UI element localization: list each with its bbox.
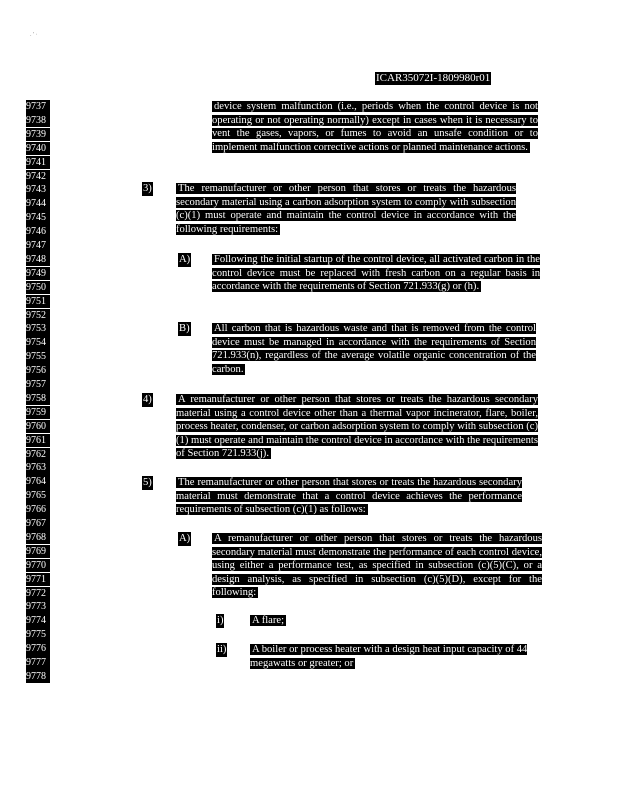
item-5Ai-label: i)	[217, 615, 224, 626]
line-number: 9776	[26, 642, 50, 656]
line-number: 9756	[26, 364, 50, 378]
item-3A-paragraph	[212, 253, 540, 294]
paragraph-text: device system malfunction (i.e., periods when the control device is not operating or not operating normally) except in cases when it is necessary to vent the gases, vapors, or fumes to avoid an unsafe condition or to implement malfunction corrective actions or planned maintenance actions.	[212, 101, 538, 153]
line-number: 9737	[26, 100, 50, 114]
line-number: 9752	[26, 309, 50, 323]
item-4-label: 4)	[143, 394, 152, 405]
line-number: 9772	[26, 587, 50, 601]
line-number: 9751	[26, 295, 50, 309]
line-number: 9740	[26, 142, 50, 156]
line-number: 9770	[26, 559, 50, 573]
line-number: 9761	[26, 434, 50, 448]
line-number: 9754	[26, 336, 50, 350]
line-number: 9755	[26, 350, 50, 364]
line-number: 9746	[26, 225, 50, 239]
scan-specks: . ' ·	[30, 32, 38, 38]
item-3-label: 3)	[143, 183, 152, 194]
item-5A-text: A remanufacturer or other person that stores or treats the hazardous secondary material must demonstrate the performance of each control device, using either a performance test, as specified in subsection (c)(5)(C), or a design analysis, as specified in subsection (c)(5)(D), except for the following:	[212, 533, 542, 599]
line-number: 9771	[26, 573, 50, 587]
line-number: 9760	[26, 420, 50, 434]
item-3B-text: All carbon that is hazardous waste and that is removed from the control device must be managed in accordance with the requirements of Section 721.933(n), regardless of the average volatile organic concentration of the carbon.	[212, 323, 536, 375]
line-number: 9757	[26, 378, 50, 392]
item-5-label: 5)	[143, 477, 152, 488]
item-5-text: The remanufacturer or other person that stores or treats the hazardous secondary material must demonstrate that a control device achieves the performance requirements of subsection (c)(1) as follows:	[176, 477, 522, 516]
line-number: 9748	[26, 253, 50, 267]
item-4-paragraph	[176, 393, 538, 461]
line-number: 9749	[26, 267, 50, 281]
line-number: 9763	[26, 461, 50, 475]
line-number: 9745	[26, 211, 50, 225]
line-number: 9750	[26, 281, 50, 295]
line-number: 9773	[26, 600, 50, 614]
item-3-paragraph	[176, 182, 516, 236]
line-number: 9767	[26, 517, 50, 531]
item-4-text: A remanufacturer or other person that stores or treats the hazardous secondary material using a control device other than a thermal vapor incinerator, flare, boiler, process heater, condenser, or carbon adsorption system to comply with subsection (c)(1) must operate and maintain the control device in accordance with the requirements of Section 721.933(j).	[176, 394, 538, 460]
item-5A-paragraph	[212, 532, 542, 600]
line-number: 9759	[26, 406, 50, 420]
line-number: 9738	[26, 114, 50, 128]
item-5A-label: A)	[179, 533, 191, 544]
item-3-text: The remanufacturer or other person that stores or treats the hazardous secondary material using a carbon adsorption system to comply with subsection (c)(1) must operate and maintain the control device in accordance with the following requirements:	[176, 183, 516, 235]
line-number: 9744	[26, 197, 50, 211]
line-number: 9768	[26, 531, 50, 545]
line-number: 9766	[26, 503, 50, 517]
line-number: 9775	[26, 628, 50, 642]
item-5Aii-paragraph	[250, 643, 540, 670]
line-number: 9764	[26, 475, 50, 489]
line-number: 9774	[26, 614, 50, 628]
line-number: 9741	[26, 156, 50, 170]
line-number: 9753	[26, 322, 50, 336]
item-3B-paragraph	[212, 322, 536, 376]
line-number: 9743	[26, 183, 50, 197]
item-3A-text: Following the initial startup of the control device, all activated carbon in the control device must be replaced with fresh carbon on a regular basis in accordance with the requirements of Section 721.933(g) or (h).	[212, 254, 540, 293]
item-5Ai-text: A flare;	[252, 615, 285, 626]
item-5-paragraph	[176, 476, 522, 517]
item-5Aii-text: A boiler or process heater with a design heat input capacity of 44 megawatts or greater; or	[250, 644, 528, 669]
line-number: 9742	[26, 170, 50, 184]
line-number: 9739	[26, 128, 50, 142]
item-3B-label: B)	[179, 323, 190, 334]
line-number: 9765	[26, 489, 50, 503]
paragraph-malfunction-continuation	[212, 100, 538, 154]
line-number: 9769	[26, 545, 50, 559]
item-3A-label: A)	[179, 254, 191, 265]
line-number: 9778	[26, 670, 50, 684]
document-code-header: ICAR35072I-1809980r01	[376, 72, 491, 84]
line-number: 9758	[26, 392, 50, 406]
item-5Ai-paragraph	[250, 614, 370, 628]
line-number: 9777	[26, 656, 50, 670]
line-number: 9747	[26, 239, 50, 253]
line-number: 9762	[26, 448, 50, 462]
item-5Aii-label: ii)	[217, 644, 227, 655]
